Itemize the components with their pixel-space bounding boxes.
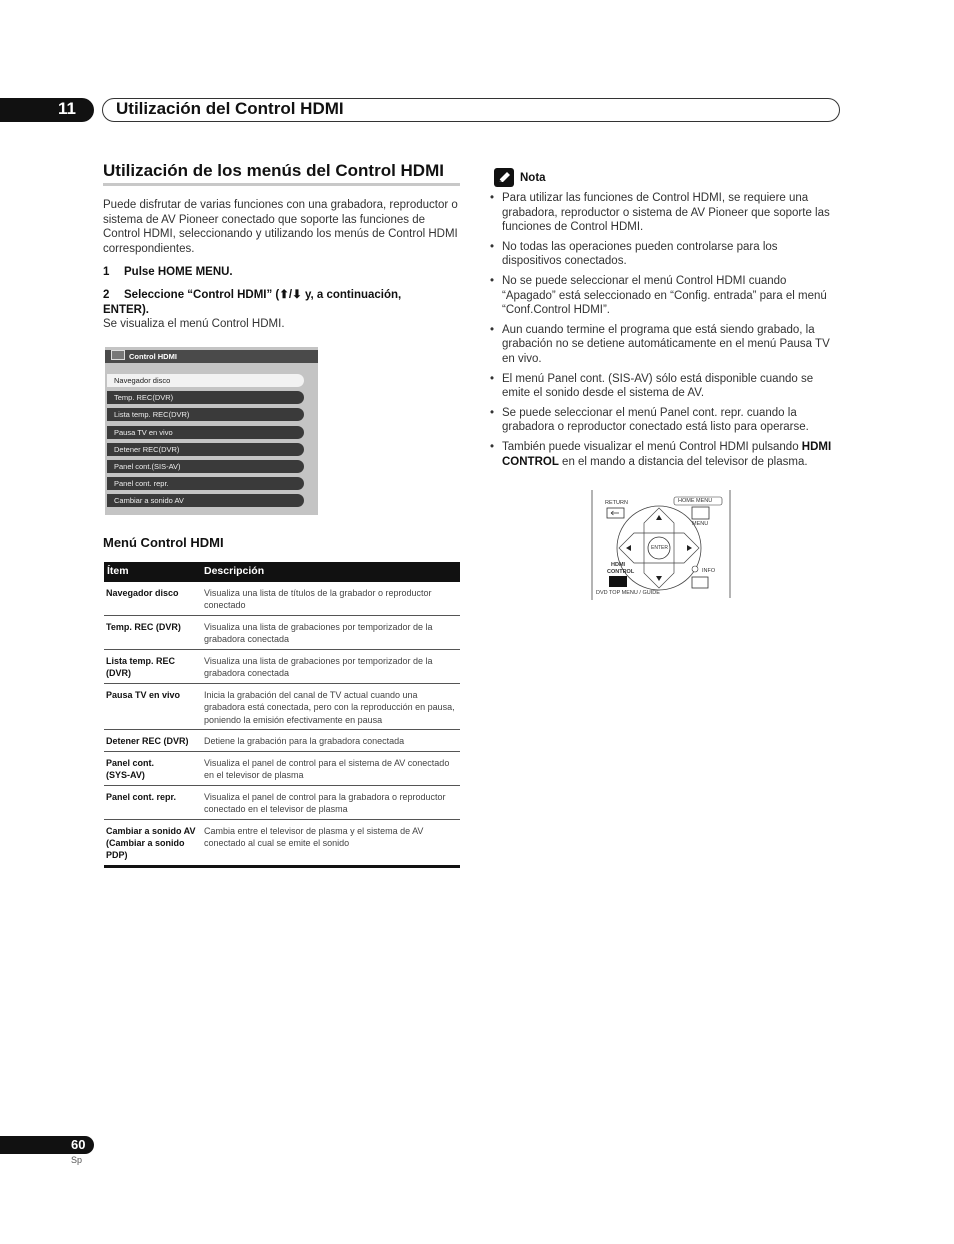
table-row: [104, 616, 460, 650]
osd-item[interactable]: Cambiar a sonido AV: [107, 494, 304, 507]
note-text: También puede visualizar el menú Control HDMI pulsando: [502, 440, 802, 453]
row-item: Detener REC (DVR): [106, 736, 189, 746]
table-header: [104, 562, 460, 582]
table-row: [104, 684, 460, 730]
step-text: ENTER).: [103, 303, 149, 316]
osd-header-label: Control HDMI: [129, 352, 177, 361]
row-description: Cambia entre el televisor de plasma y el sistema de AV conectado al cual se emite el sonido: [204, 826, 424, 849]
row-description: Visualiza una lista de grabaciones por temporizador de la grabadora conectada: [204, 622, 433, 645]
row-item: Temp. REC (DVR): [106, 622, 181, 632]
arrow-up-icon: ⬆: [279, 289, 289, 301]
note-label: Nota: [520, 172, 546, 184]
column-header-description: Descripción: [204, 565, 265, 577]
row-item: Cambiar a sonido AV (Cambiar a sonido PDP): [106, 826, 196, 860]
step-number: 2: [103, 289, 110, 301]
table-row: [104, 582, 460, 616]
enter-label: ENTER: [651, 545, 668, 551]
note-emphasis: HDMI CONTROL: [502, 440, 832, 468]
pencil-icon: [494, 168, 514, 187]
osd-item[interactable]: Panel cont.(SIS-AV): [107, 460, 304, 473]
osd-item[interactable]: Pausa TV en vivo: [107, 426, 304, 439]
step-separator: /: [288, 289, 293, 301]
row-description: Visualiza una lista de grabaciones por temporizador de la grabadora conectada: [204, 656, 433, 679]
return-label: RETURN: [605, 500, 628, 506]
column-header-item: Ítem: [107, 565, 129, 577]
chapter-number: 11: [58, 99, 76, 118]
section-title: Utilización de los menús del Control HDMI: [103, 161, 444, 180]
control-hdmi-menu-screenshot: [105, 347, 318, 515]
table-row: [104, 730, 460, 752]
row-description: Visualiza una lista de títulos de la grabador o reproductor conectado: [204, 588, 432, 611]
note-item: • Se puede seleccionar el menú Panel cont. repr. cuando la grabadora o reproductor conectado está listo para operarse.: [490, 406, 840, 435]
step-number: 1: [103, 266, 110, 278]
note-text: en el mando a distancia del televisor de plasma.: [558, 455, 808, 468]
language-code: Sp: [71, 1155, 83, 1165]
row-item: Panel cont. (SYS-AV): [106, 758, 155, 780]
chapter-tab: [0, 98, 94, 122]
row-item: Lista temp. REC (DVR): [106, 656, 176, 678]
note-item: • No todas las operaciones pueden controlarse para los dispositivos conectados.: [490, 240, 840, 269]
osd-header: [105, 350, 318, 363]
hdmi-control-button: [609, 576, 627, 587]
osd-item[interactable]: Detener REC(DVR): [107, 443, 304, 456]
dvd-top-menu-label: DVD TOP MENU / GUIDE: [596, 590, 660, 596]
page-number: 60: [71, 1137, 86, 1152]
section-rule: [103, 183, 460, 186]
table-row: [104, 786, 460, 820]
row-description: Detiene la grabación para la grabadora conectada: [204, 736, 405, 746]
chapter-title: Utilización del Control HDMI: [116, 99, 344, 118]
table-row: [104, 752, 460, 786]
row-description: Visualiza el panel de control para el sistema de AV conectado en el televisor de plasma: [204, 758, 450, 781]
step-text: y, a continuación,: [301, 289, 402, 301]
tv-icon: [111, 350, 125, 360]
table-row: [104, 820, 460, 868]
osd-item[interactable]: Temp. REC(DVR): [107, 391, 304, 404]
row-item: Panel cont. repr.: [106, 792, 177, 802]
step-text: Seleccione “Control HDMI” (: [124, 289, 280, 301]
step-1: [103, 265, 233, 280]
control-label: CONTROL: [607, 569, 635, 575]
note-item: • No se puede seleccionar el menú Control HDMI cuando “Apagado” está seleccionado en “Config. entrada” para el menú “Conf.Control HDMI”.: [490, 274, 840, 318]
row-description: Visualiza el panel de control para la grabadora o reproductor conectado en el televisor de plasma: [204, 792, 446, 815]
row-item: Pausa TV en vivo: [106, 690, 181, 700]
row-item: Navegador disco: [106, 588, 179, 598]
hdmi-label: HDMI: [611, 562, 626, 568]
step-2-result: Se visualiza el menú Control HDMI.: [103, 318, 285, 330]
osd-item[interactable]: Panel cont. repr.: [107, 477, 304, 490]
home-menu-label: HOME MENU: [678, 498, 713, 504]
note-item: • Aun cuando termine el programa que está siendo grabado, la grabación no se detiene automáticamente en el menú Pausa TV en vivo.: [490, 323, 840, 367]
note-item: • El menú Panel cont. (SIS-AV) sólo está disponible cuando se emite el sonido desde el sistema de AV.: [490, 372, 840, 401]
step-2: [103, 288, 463, 317]
menu-label: MENU: [692, 521, 709, 527]
table-row: [104, 650, 460, 684]
osd-item[interactable]: Lista temp. REC(DVR): [107, 408, 304, 421]
note-item: [490, 440, 840, 469]
info-label: INFO: [702, 568, 716, 574]
remote-control-illustration: [590, 490, 732, 600]
table-title: Menú Control HDMI: [103, 535, 224, 550]
arrow-down-icon: ⬇: [292, 289, 302, 301]
step-text: Pulse HOME MENU.: [124, 266, 233, 278]
row-description: Inicia la grabación del canal de TV actual cuando una grabadora está conectada, pero con la reproducción en pausa, poniendo la emisión efectivamente en pausa: [204, 690, 455, 725]
note-list: [490, 191, 840, 474]
intro-paragraph: Puede disfrutar de varias funciones con una grabadora, reproductor o sistema de AV Pioneer conectado que soporte las funciones de Control HDMI, seleccionando y utilizando los menús de Control HDMI correspondientes.: [103, 199, 458, 255]
menu-table: [104, 562, 460, 868]
note-item: • Para utilizar las funciones de Control HDMI, se requiere una grabadora, reproductor o sistema de AV Pioneer que soporte las funciones de Control HDMI.: [490, 191, 840, 235]
osd-item[interactable]: Navegador disco: [107, 374, 304, 387]
